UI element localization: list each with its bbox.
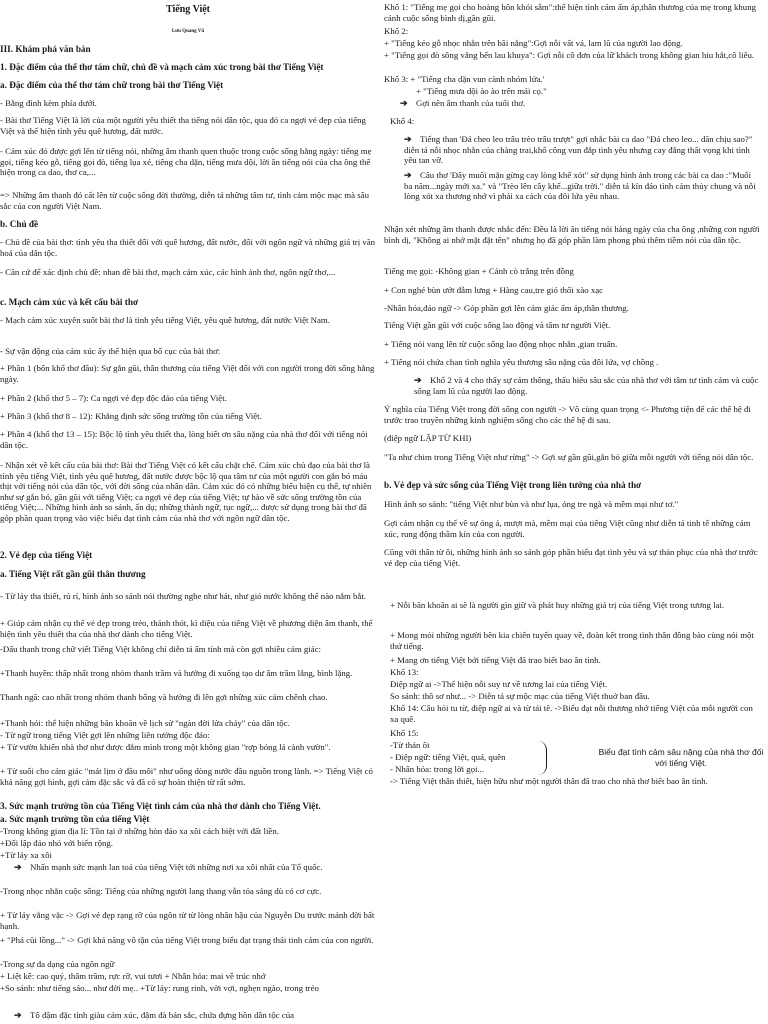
paragraph [0, 1010, 376, 1021]
text: Tô đậm đặc tính giàu cảm xúc, đậm đà bản sắc, chứa đựng hồn dân tộc của [30, 1010, 295, 1020]
paragraph: +Thanh huyền: thấp nhất trong nhóm thanh trầm và hướng đi xuống tạo dư âm trầm lắng, bình lặng. [0, 668, 353, 678]
paragraph [0, 644, 376, 655]
heading: c. Mạch cảm xúc và kết cấu bài thơ [0, 297, 139, 307]
arrow-right-icon: ➔ [14, 862, 22, 872]
text: Nhấn mạnh sức mạnh lan toả của tiếng Việt tới những nơi xa xôi nhất của Tổ quốc. [30, 862, 323, 872]
paragraph: Khổ 2: [384, 26, 409, 36]
bracket-note: Biểu đạt tình cảm sâu nặng của nhà thơ đối với tiếng Việt. [598, 747, 764, 769]
arrow-right-icon: ➔ [414, 375, 422, 385]
doc-author: Lưu Quang Vũ [171, 29, 205, 34]
arrow-right-icon: ➔ [400, 98, 408, 108]
paragraph: - Điệp ngữ: tiếng Việt, quá, quên [390, 752, 506, 762]
text: Gợi nên âm thanh của tuổi thơ. [416, 98, 526, 108]
heading: a. Tiếng Việt rất gần gũi thân thương [0, 569, 146, 579]
paragraph: + Con nghé bùn ướt đẫm lưng + Hàng cau,tre gió thổi xào xạc [384, 285, 604, 295]
text: Câu thơ 'Đây muối mặn gừng cay lòng khế xót" sử dụng hình ảnh trong các bài ca dao :"Muối ba năm...ngày mới xa." và "Trèo lên cây khế...giữa trời." diễn tả kín đáo tình cảm thủy chung và nỗi lòng xót xa thương nhớ vì phải xa cách của đôi lứa yêu nhau. [404, 170, 756, 202]
paragraph: +Đối lập đảo nhỏ với biển rộng. [0, 838, 113, 848]
paragraph: - Sự vận động của cảm xúc ấy thể hiện qua bố cục của bài thơ: [0, 346, 221, 356]
paragraph: + Phần 2 (khổ thơ 5 – 7): Ca ngợi vẻ đẹp độc đáo của tiếng Việt. [0, 393, 227, 403]
heading: b. Vẻ đẹp và sức sống của Tiếng Việt trong liên tưởng của nhà thơ [384, 480, 642, 490]
paragraph: - Từ ngữ trong tiếng Việt gợi lên những liên tưởng độc đáo: [0, 730, 210, 740]
paragraph: - Nhân hóa: trong lời gọi... [390, 764, 485, 774]
paragraph: Tiếng mẹ gọi: -Không gian + Cánh cò trắng trên đồng [384, 266, 574, 276]
text: -Dấu thanh trong chữ viết Tiếng Việt không chỉ diễn tả âm tính mà còn gợi nhiều cảm giác: [0, 644, 321, 654]
heading: 3. Sức mạnh trường tồn của Tiếng Việt tình cảm của nhà thơ dành cho Tiếng Việt. [0, 801, 321, 811]
paragraph [384, 98, 760, 109]
paragraph: - Bằng đỉnh kèm phía dưới. [0, 98, 97, 108]
paragraph: -> Tiếng Việt thân thiết, hiện hữu như một người thân đã trao cho nhà thơ biết bao ân tình. [390, 776, 708, 786]
paragraph: - Chủ đề của bài thơ: tình yêu tha thiết đối với quê hương, đất nước, đối với ngôn ngữ và những giá trị văn hoá của dân tộc. [0, 237, 376, 258]
paragraph: Khổ 15: [390, 728, 419, 738]
paragraph: + Tiếng nói chứa chan tình nghĩa yêu thương sâu nặng của đôi lứa, vợ chồng . [384, 357, 659, 367]
paragraph: Gợi cảm nhận cụ thể về sự óng ả, mượt mà, mềm mại của tiếng Việt cũng như diễn tả tinh tế những cảm xúc, rung động thầm kín của con người. [384, 518, 751, 539]
arrow-right-icon: ➔ [404, 134, 412, 144]
paragraph: + Liệt kê: cao quý, thâm trầm, rực rỡ, vui tươi + Nhân hóa: mai về trúc nhớ [0, 971, 266, 981]
paragraph: + Phần 4 (khổ thơ 13 – 15): Bộc lộ tình yêu thiết tha, lòng biết ơn sâu nặng của nhà thơ đối với tiếng nói dân tộc. [0, 429, 368, 450]
paragraph: -Trong sự đa dạng của ngôn ngữ [0, 959, 115, 969]
paragraph: -Nhân hóa,đảo ngữ -> Góp phần gợi lên cảm giác ấm áp,thân thương. [384, 303, 629, 313]
arrow-right-icon: ➔ [404, 170, 412, 180]
heading: b. Chủ đề [0, 219, 39, 229]
paragraph: + Phần 1 (bốn khổ thơ đầu): Sự gắn gũi, thân thương của tiếng Việt đối với con người trong đời sống hằng ngày. [0, 363, 375, 384]
paragraph: => Những âm thanh đó cất lên từ cuộc sống đời thường, diễn tả những tâm tư, tình cảm mộc mạc mà sâu sắc của con người Việt Nam. [0, 190, 369, 211]
paragraph: -Từ thán ôi [390, 740, 430, 750]
paragraph [0, 862, 376, 873]
paragraph: - Mạch cảm xúc xuyên suốt bài thơ là tình yêu tiếng Việt, yêu quê hương, đất nước Việt Nam. [0, 315, 330, 325]
heading: a. Đặc điểm của thể thơ tám chữ trong bài thơ Tiếng Việt [0, 80, 224, 90]
paragraph: + "Tiếng mưa dội ào ào trên mái cọ." [416, 86, 547, 96]
paragraph: - Căn cứ để xác định chủ đề: nhan đề bài thơ, mạch cảm xúc, các hình ảnh thơ, ngôn ngữ thơ,... [0, 267, 336, 277]
paragraph: (điệp ngữ LẶP TỪ KHI) [384, 433, 472, 443]
paragraph: Nhận xét những âm thanh được nhắc đến: Đều là lời ăn tiếng nói hàng ngày của cha ông ,những con người bình dị, "Không ai nhớ mặt đặt tên" nhưng họ đã góp phần làm phong phú thêm tiềm nói của dân tộc. [384, 224, 760, 245]
paragraph: Khổ 3: + "Tiếng cha dặn vun cành nhóm lửa.' [384, 74, 545, 84]
paragraph: "Ta như chim trong Tiếng Việt như rừng" -> Gợi sự gần gũi,gắn bó giữa mỗi người với tiếng nói dân tộc. [384, 452, 754, 462]
paragraph: Khổ 13: [390, 667, 419, 677]
paragraph: + Từ vườn khiến nhà thơ như được đắm mình trong một không gian "rợp bóng lá cành vườn". [0, 742, 331, 752]
paragraph: - Bài thơ Tiếng Việt là lời của một người yêu thiết tha tiếng nói dân tộc, qua đó ca ngợi vẻ đẹp của tiếng Việt và thể hiện tình yêu quê hương, đất nước. [0, 115, 366, 136]
paragraph: +Từ láy xa xôi [0, 850, 52, 860]
text: Khổ 2 và 4 cho thấy sự cảm thông, thấu hiểu sâu sắc của nhà thơ với tâm tư tình cảm và cuộc sống lam lũ của người lao động. [414, 375, 759, 396]
paragraph: Cũng với thân từ ôi, những hình ảnh so sánh góp phần biểu đạt tình yêu và sự thán phục của nhà thơ trước vẻ đẹp của tiếng Việt. [384, 547, 758, 568]
curly-brace-icon [538, 741, 547, 775]
arrow-right-icon: ➔ [14, 1010, 22, 1020]
doc-title: Tiếng Việt [166, 4, 210, 15]
paragraph: + Phần 3 (khổ thơ 8 – 12): Khẳng định sức sống trường tồn của tiếng Việt. [0, 411, 262, 421]
paragraph: - Nhận xét về kết cấu của bài thơ: Bài thơ Tiếng Việt có kết cấu chặt chẽ. Cảm xúc chủ đạo của bài thơ là tình yêu tiếng Việt, tình yêu quê hương, đất nước được bộc lộ qua tâm tư của một người con gắn bó máu thịt với tiếng nói của dân tộc, với đời sống của nhân dân. Cảm xúc đó có những biểu hiện cụ thể, tự nhiên như sự gắn bó, gần gũi với tiếng Việt; ca ngợi vẻ đẹp của tiếng Việt; tự hào về sức sống trường tồn của tiếng Việt;... Những hình ảnh so sánh, ẩn dụ; những thành ngữ, tục ngữ,... được sử dụng trong bài thơ đã góp phần quan trọng vào việc biểu đạt tình cảm của nhà thơ với ngôn ngữ dân tộc. [0, 460, 372, 523]
paragraph: +Thanh hỏi: thể hiện những băn khoăn về lịch sử "ngàn đời lửa cháy" của dân tộc. [0, 718, 290, 728]
heading: 2. Vẻ đẹp của tiếng Việt [0, 550, 93, 560]
paragraph: + "Tiếng gọi đò sông vắng bến lau khuya": Gợi nỗi cô đơn của lữ khách trong không gian hiu hắt,cô liêu. [384, 50, 755, 60]
paragraph: Hình ảnh so sánh: "tiếng Việt như bùn và như lụa, óng tre ngà và mềm mại như tơ." [384, 499, 679, 509]
heading: 1. Đặc điểm của thể thơ tám chữ, chủ đề và mạch cảm xúc trong bài thơ Tiếng Việt [0, 62, 324, 72]
paragraph: Điệp ngữ ai ->Thể hiện nỗi suy tư về tương lai của tiếng Việt. [390, 679, 608, 689]
paragraph: + Tiếng nói vang lên từ cuộc sống lao động nhọc nhằn ,gian truân. [384, 339, 618, 349]
paragraph: Khổ 1: "Tiếng mẹ gọi cho hoàng hôn khói sẫm":thể hiện tình cảm ấm áp,thân thương của mẹ trong khung cảnh cuộc sống bình dị,gần gũi. [384, 2, 757, 23]
paragraph: + Từ láy vằng vặc -> Gợi vẻ đẹp rạng rỡ của ngôn từ từ lòng nhân hậu của Nguyễn Du trước mảnh đời bất hạnh. [0, 910, 375, 931]
paragraph: -Trong không gian địa lí: Tồn tại ở những hòn đảo xa xôi cách biệt với đất liền. [0, 826, 279, 836]
paragraph: -Trong nhọc nhằn cuộc sống: Tiếng của những người lang thang vẫn tỏa sáng dù có cơ cực. [0, 886, 322, 896]
paragraph: Khổ 4: [390, 116, 415, 126]
paragraph: - Từ láy tha thiết, rủ rỉ, hình ảnh so sánh nói thường nghe như hát, như gió nước không thể nào nắm bắt. [0, 591, 366, 601]
paragraph: +So sánh: như tiếng sáo... như đời mẹ.. +Từ láy: rung rinh, vời vợi, nghẹn ngào, trong trẻo [0, 983, 319, 993]
paragraph: + Từ suối cho cảm giác "mát lịm ở đầu môi" như uống dòng nước đầu nguồn trong lành. => Tiếng Việt có khả năng gợi hình, gợi cảm đặc sắc và đã có sự hoàn thiện từ rất sớm. [0, 766, 373, 787]
paragraph: + "Tiếng kéo gỗ nhọc nhằn trên bãi nắng":Gợi nỗi vất vả, lam lũ của người lao động. [384, 38, 683, 48]
heading: a. Sức mạnh trường tồn của tiếng Việt [0, 814, 150, 824]
paragraph: + "Phá cũi lồng..." -> Gợi khả năng vô tận của tiếng Việt trong biểu đạt trạng thái tinh cảm của con người. [0, 935, 374, 945]
paragraph [384, 375, 760, 396]
paragraph: Khổ 14: Câu hỏi tu từ, điệp ngữ ai và từ tái tê. ->Biểu đạt nỗi thương nhớ tiếng Việt của mỗi người con xa quê. [390, 703, 753, 724]
paragraph: + Mang ơn tiếng Việt bởi tiếng Việt đã trao biết bao ân tình. [390, 655, 601, 665]
paragraph [384, 134, 760, 166]
paragraph: + Giúp cảm nhận cụ thể vẻ đẹp trong trẻo, thánh thót, kì diệu của tiếng Việt về phương diện âm thanh, thể hiện tình yêu thiết tha của nhà thơ dành cho tiếng Việt. [0, 618, 373, 639]
paragraph: + Mong mỏi những người bên kia chiến tuyến quay về, đoàn kết trong tình thân đồng bào cùng nói một thứ tiếng. [390, 630, 754, 651]
paragraph: Tiếng Việt gần gũi với cuộc sống lao động và tâm tư người Việt. [384, 320, 611, 330]
paragraph: Ý nghĩa của Tiếng Việt trong đời sống con người -> Vô cùng quan trọng <- Phương tiện để các thế hệ đi trước trao truyền những kinh nghiệm sống cho các thế hệ đi sau. [384, 404, 751, 425]
paragraph: Thanh ngã: cao nhất trong nhóm thanh bổng và hướng đi lên gợi những xúc cảm chênh chao. [0, 692, 328, 702]
paragraph: + Nỗi băn khoăn ai sẽ là người gìn giữ và phát huy những giá trị của tiếng Việt trong tương lai. [390, 600, 725, 610]
paragraph [384, 170, 760, 202]
section-heading: III. Khám phá văn bản [0, 44, 91, 54]
paragraph: So sánh: thô sơ như... -> Diễn tả sự mộc mạc của tiếng Việt thuở ban đầu. [390, 691, 650, 701]
paragraph: - Cảm xúc đó được gợi lên từ tiếng nói, những âm thanh quen thuộc trong cuộc sống hằng ngày: tiếng mẹ gọi, tiếng kéo gỗ, tiếng gọi đò, tiếng lụa xé, tiếng cha dặn, tiếng mưa dội, lời ân tiếng nói của cha ông thể hiện trong ca dao, thơ ca,... [0, 146, 372, 178]
text: Tiếng than 'Đá cheo leo trâu trèo trâu trượt" gợi nhắc bài ca dao "Đá cheo leo... dãn chịu sao?" diễn tả nỗi nhọc nhằn của chàng trai,khổ công vun đắp tình yêu nhưng cay đắng thất vọng khi tình yêu tan vỡ. [404, 134, 753, 166]
